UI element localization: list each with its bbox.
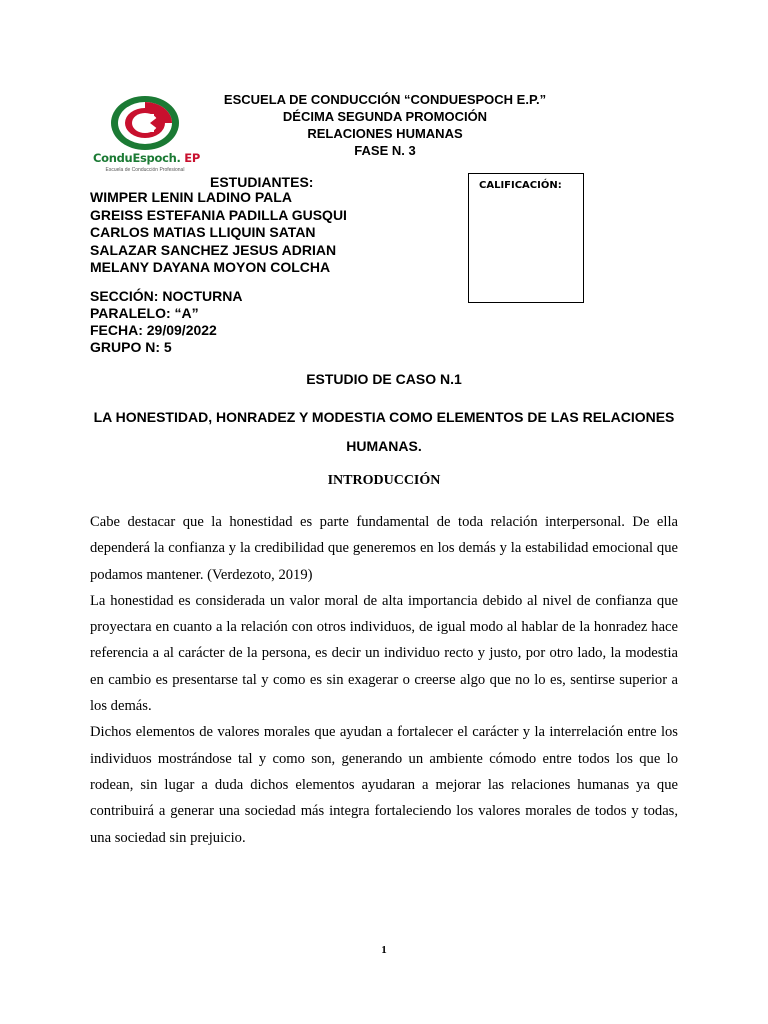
group-line: GRUPO N: 5 <box>90 339 172 355</box>
case-title: ESTUDIO DE CASO N.1 <box>306 371 462 387</box>
school-name: ESCUELA DE CONDUCCIÓN “CONDUESPOCH E.P.” <box>223 92 547 107</box>
logo-brand-main: ConduEspoch. <box>93 151 181 165</box>
page-number: 1 <box>381 944 387 956</box>
logo-brand-text <box>93 151 200 165</box>
section-heading-introduction: INTRODUCCIÓN <box>327 473 441 488</box>
student-name: MELANY DAYANA MOYON COLCHA <box>90 259 331 275</box>
paragraph: La honestidad es considerada un valor moral de alta importancia debido al nivel de confianza que proyectara en cuanto a la relación con otros individuos, de igual modo al hablar de la honradez hace referencia a al carácter de la persona, es decir un individuo recto y justo, por otro lado, la modestia en cambio es presentarse tal y como es sin exagerar o creerse algo que no lo es, sentirse superior a los demás. <box>90 592 678 715</box>
introduction-body <box>90 509 678 851</box>
students-heading: ESTUDIANTES: <box>210 174 314 190</box>
student-name: CARLOS MATIAS LLIQUIN SATAN <box>90 224 316 240</box>
student-name: WIMPER LENIN LADINO PALA <box>90 189 292 205</box>
section-line: SECCIÓN: NOCTURNA <box>90 288 243 304</box>
logo-brand-suffix: EP <box>184 151 200 165</box>
date-line: FECHA: 29/09/2022 <box>90 322 217 338</box>
promotion-line: DÉCIMA SEGUNDA PROMOCIÓN <box>282 109 488 124</box>
grade-label: CALIFICACIÓN: <box>479 180 562 191</box>
paragraph: Cabe destacar que la honestidad es parte fundamental de toda relación interpersonal. De ella dependerá la confianza y la credibilidad que generemos en los demás y la estabilidad emocional que podamos mantener. (Verdezoto, 2019) <box>90 514 678 583</box>
course-meta <box>90 288 390 356</box>
logo-tagline: Escuela de Conducción Profesional <box>105 167 185 173</box>
parallel-line: PARALELO: “A” <box>90 305 199 321</box>
topic-title: LA HONESTIDAD, HONRADEZ Y MODESTIA COMO ELEMENTOS DE LAS RELACIONES HUMANAS. <box>93 409 675 454</box>
document-header <box>190 91 580 159</box>
student-name: SALAZAR SANCHEZ JESUS ADRIAN <box>90 241 337 258</box>
grade-box <box>468 173 584 303</box>
subject-line: RELACIONES HUMANAS <box>307 126 463 141</box>
student-name: GREISS ESTEFANIA PADILLA GUSQUI <box>90 206 347 223</box>
condu-espoch-logo-icon <box>93 94 197 154</box>
paragraph: Dichos elementos de valores morales que ayudan a fortalecer el carácter y la interrelación entre los individuos mostrándose tal y como son, generando un ambiente cómodo entre todos los que lo rodean, sin lugar a duda dichos elementos ayudaran a mejorar las relaciones humanas ya que contribuirá a generar una sociedad más integra fortaleciendo los valores morales de todos y todas, una sociedad sin prejuicio. <box>90 724 678 846</box>
students-list <box>90 189 380 277</box>
school-logo <box>93 94 200 178</box>
phase-line: FASE N. 3 <box>354 143 416 158</box>
